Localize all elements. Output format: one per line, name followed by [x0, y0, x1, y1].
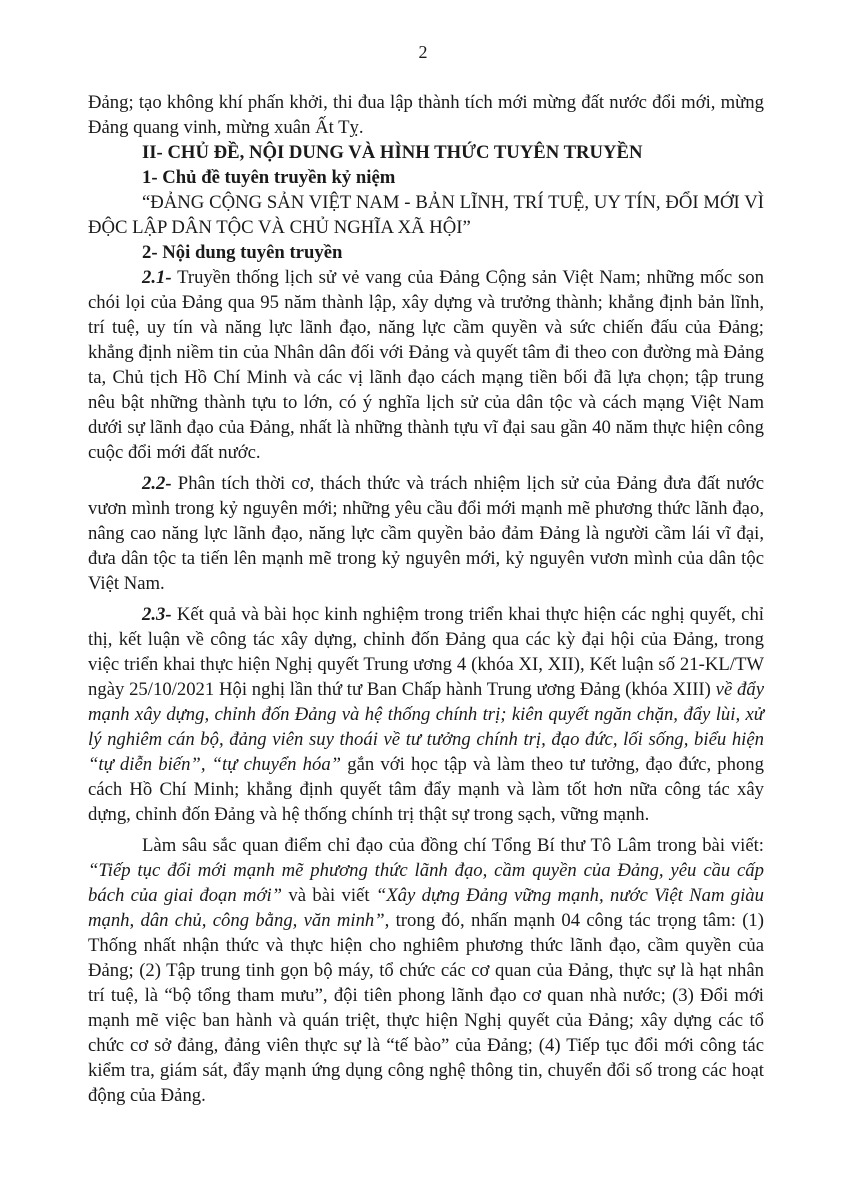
commemoration-theme: “ĐẢNG CỘNG SẢN VIỆT NAM - BẢN LĨNH, TRÍ TUỆ, UY TÍN, ĐỔI MỚI VÌ ĐỘC LẬP DÂN TỘC VÀ CHỦ NGHĨA XÃ HỘI”: [88, 192, 764, 238]
paragraph-2-3-italic: về đẩy mạnh xây dựng, chỉnh đốn Đảng và hệ thống chính trị; kiên quyết ngăn chặn, đẩy lùi, xử lý nghiêm cán bộ, đảng viên suy thoái về tư tưởng chính trị, đạo đức, lối sống, biểu hiện “tự diễn biến”, “tự chuyển hóa”: [88, 679, 764, 775]
paragraph-gs-text-b: và bài viết: [282, 885, 376, 906]
page-number: 2: [418, 42, 428, 62]
paragraph-2-1-number: 2.1-: [142, 267, 172, 288]
subsection-2-title: 2- Nội dung tuyên truyền: [142, 242, 343, 263]
subsection-1-title: 1- Chủ đề tuyên truyền kỷ niệm: [142, 167, 396, 188]
section-title: II- CHỦ ĐỀ, NỘI DUNG VÀ HÌNH THỨC TUYÊN TRUYỀN: [142, 142, 643, 163]
paragraph-gs-text-c: , trong đó, nhấn mạnh 04 công tác trọng tâm: (1) Thống nhất nhận thức và thực hiện cho nghiêm phương thức lãnh đạo, cầm quyền của Đảng; (2) Tập trung tinh gọn bộ máy, tổ chức các cơ quan của Đảng, thực sự là hạt nhân trí tuệ, là “bộ tổng tham mưu”, đội tiên phong lãnh đạo cơ quan nhà nước; (3) Đổi mới mạnh mẽ việc ban hành và quán triệt, thực hiện Nghị quyết của Đảng; xây dựng các tổ chức cơ sở đảng, đảng viên thực sự là “tế bào” của Đảng; (4) Tiếp tục đổi mới công tác kiểm tra, giám sát, đẩy mạnh ứng dụng công nghệ thông tin, chuyển đổi số trong các hoạt động của Đảng.: [88, 910, 764, 1106]
article-title-2: “Xây dựng Đảng vững mạnh, nước Việt Nam giàu mạnh, dân chủ, công bằng, văn minh”: [88, 885, 764, 931]
document-body: [88, 90, 764, 1108]
paragraph-2-3: [88, 602, 764, 827]
paragraph-2-3-text-b: gắn với học tập và làm theo tư tưởng, đạo đức, phong cách Hồ Chí Minh; khẳng định quyết tâm đẩy mạnh và làm tốt hơn nữa công tác xây dựng, chỉnh đốn Đảng và hệ thống chính trị thật sự trong sạch, vững mạnh.: [88, 754, 764, 825]
paragraph-2-2-text: Phân tích thời cơ, thách thức và trách nhiệm lịch sử của Đảng đưa đất nước vươn mình trong kỷ nguyên mới; những yêu cầu đổi mới mạnh mẽ phương thức lãnh đạo, nâng cao năng lực lãnh đạo, năng lực cầm quyền bảo đảm Đảng là người cầm lái vĩ đại, đưa dân tộc ta tiến lên mạnh mẽ trong kỷ nguyên mới, kỷ nguyên vươn mình của dân tộc Việt Nam.: [88, 473, 764, 594]
paragraph-2-1-text: Truyền thống lịch sử vẻ vang của Đảng Cộng sản Việt Nam; những mốc son chói lọi của Đảng qua 95 năm thành lập, xây dựng và trưởng thành; khẳng định bản lĩnh, trí tuệ, uy tín và năng lực lãnh đạo, năng lực cầm quyền và sức chiến đấu của Đảng; khẳng định niềm tin của Nhân dân đối với Đảng và quyết tâm đi theo con đường mà Đảng ta, Chủ tịch Hồ Chí Minh và các vị lãnh đạo cách mạng tiền bối đã lựa chọn; tập trung nêu bật những thành tựu to lớn, có ý nghĩa lịch sử của dân tộc và cách mạng Việt Nam dưới sự lãnh đạo của Đảng, nhất là những thành tựu vĩ đại sau gần 40 năm thực hiện công cuộc đổi mới đất nước.: [88, 267, 764, 463]
paragraph-2-1: [88, 265, 764, 465]
paragraph-2-2: [88, 471, 764, 596]
article-title-1: “Tiếp tục đổi mới mạnh mẽ phương thức lãnh đạo, cầm quyền của Đảng, yêu cầu cấp bách của giai đoạn mới”: [88, 860, 764, 906]
paragraph-2-2-number: 2.2-: [142, 473, 172, 494]
intro-paragraph: Đảng; tạo không khí phấn khởi, thi đua lập thành tích mới mừng đất nước đổi mới, mừng Đảng quang vinh, mừng xuân Ất Tỵ.: [88, 92, 764, 138]
paragraph-general-secretary: [88, 833, 764, 1108]
paragraph-gs-text-a: Làm sâu sắc quan điểm chỉ đạo của đồng chí Tổng Bí thư Tô Lâm trong bài viết:: [142, 835, 764, 856]
paragraph-2-3-text-a: Kết quả và bài học kinh nghiệm trong triển khai thực hiện các nghị quyết, chỉ thị, kết luận về công tác xây dựng, chỉnh đốn Đảng qua các kỳ đại hội của Đảng, trong việc triển khai thực hiện Nghị quyết Trung ương 4 (khóa XI, XII), Kết luận số 21-KL/TW ngày 25/10/2021 Hội nghị lần thứ tư Ban Chấp hành Trung ương Đảng (khóa XIII): [88, 604, 764, 700]
paragraph-2-3-number: 2.3-: [142, 604, 172, 625]
